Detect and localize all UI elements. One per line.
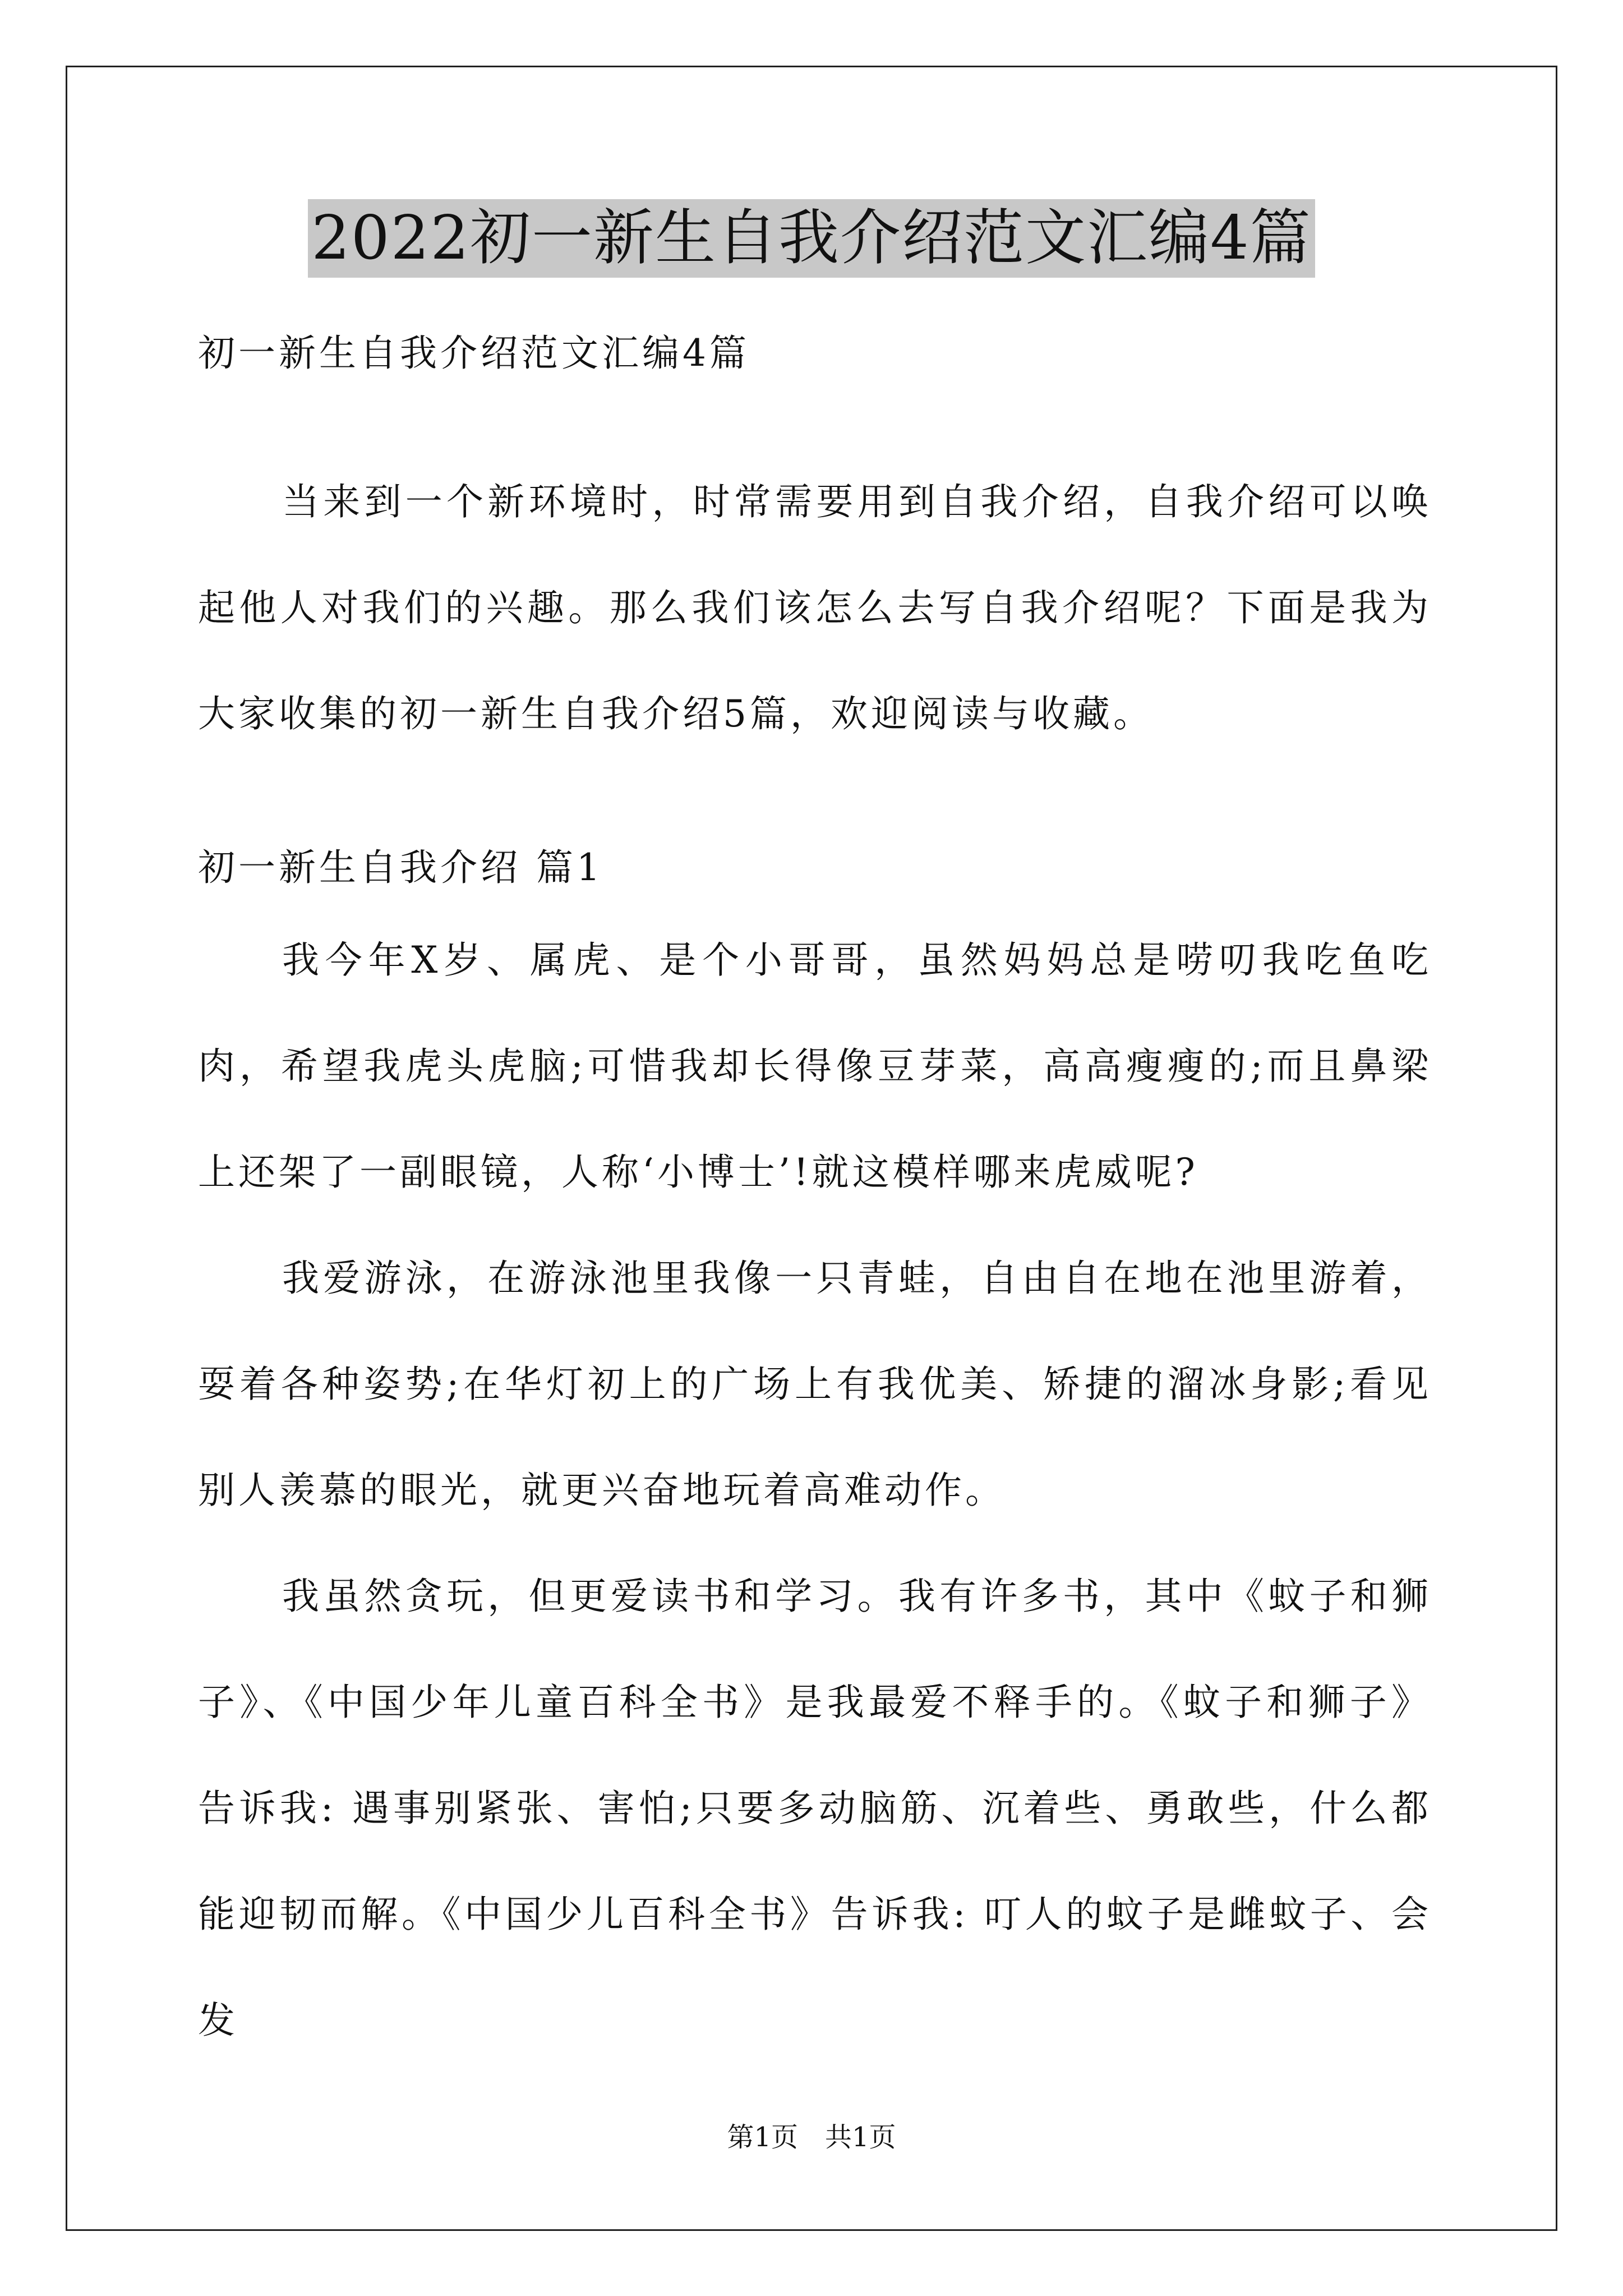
page-footer: 第1页 共1页 bbox=[727, 2122, 896, 2153]
section-heading: 初一新生自我介绍 篇1 bbox=[198, 846, 603, 889]
title-container bbox=[0, 199, 1623, 278]
intro-paragraph: 当来到一个新环境时，时常需要用到自我介绍，自我介绍可以唤起他人对我们的兴趣。那么我们该怎么去写自我介绍呢？下面是我为大家收集的初一新生自我介绍5篇，欢迎阅读与收藏。 bbox=[198, 480, 1432, 735]
body-paragraph-2: 我爱游泳，在游泳池里我像一只青蛙，自由自在地在池里游着，耍着各种姿势;在华灯初上的广场上有我优美、矫捷的溜冰身影;看见别人羡慕的眼光，就更兴奋地玩着高难动作。 bbox=[198, 1257, 1432, 1512]
document-body bbox=[198, 314, 1432, 2073]
document-title: 2022初一新生自我介绍范文汇编4篇 bbox=[308, 199, 1315, 278]
body-paragraph-1: 我今年X岁、属虎、是个小哥哥，虽然妈妈总是唠叨我吃鱼吃肉，希望我虎头虎脑;可惜我却长得像豆芽菜，高高瘦瘦的;而且鼻梁上还架了一副眼镜，人称‘小博士’!就这模样哪来虎威呢? bbox=[198, 938, 1432, 1194]
body-paragraph-3: 我虽然贪玩，但更爱读书和学习。我有许多书，其中《蚊子和狮子》、《中国少年儿童百科全书》是我最爱不释手的。《蚊子和狮子》告诉我: 遇事别紧张、害怕;只要多动脑筋、沉着些、勇敢些，什么都能迎韧而解。《中国少儿百科全书》告诉我: 叮人的蚊子是雌蚊子、会发 bbox=[198, 1575, 1432, 2042]
document-subtitle: 初一新生自我介绍范文汇编4篇 bbox=[198, 332, 750, 375]
